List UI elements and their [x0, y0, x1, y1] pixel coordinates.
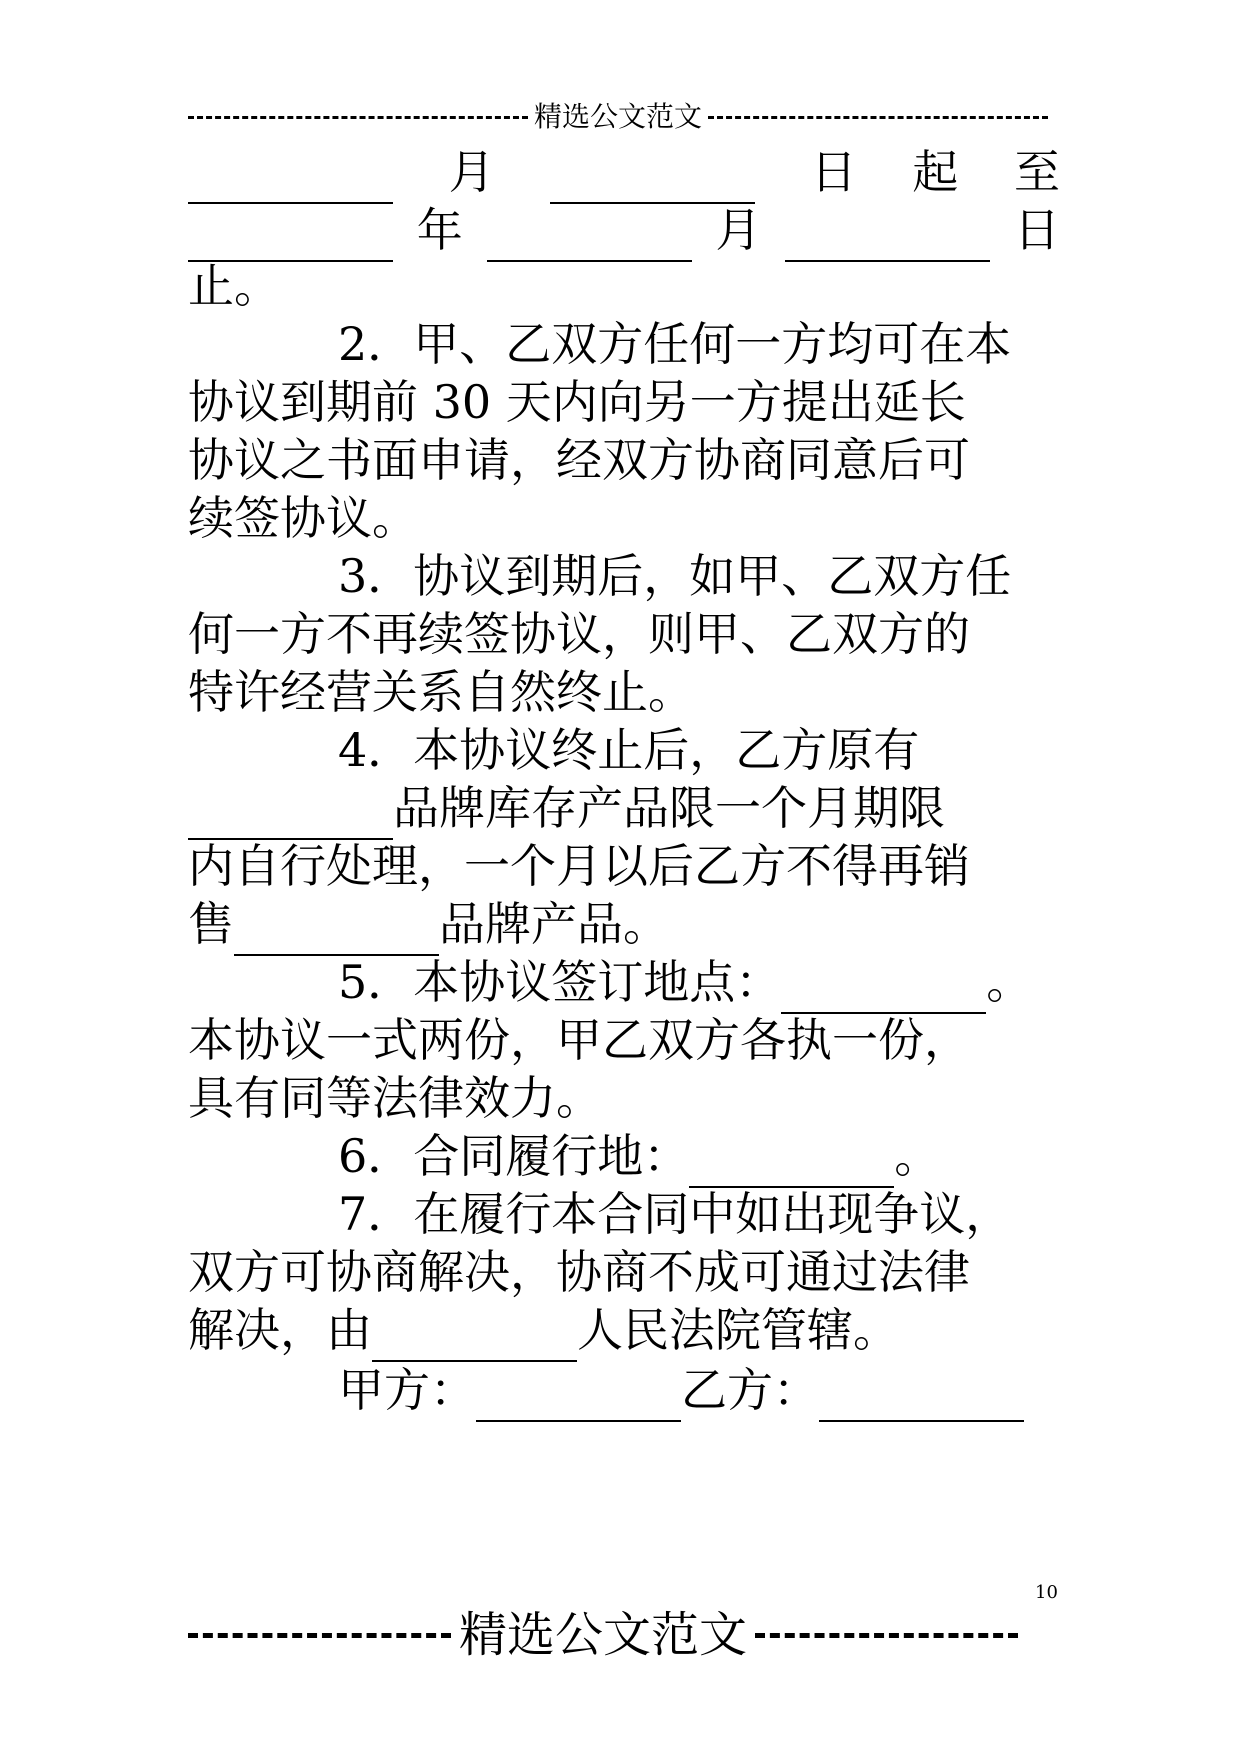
clause-2-line: 协议之书面申请，经双方协商同意后可	[188, 433, 970, 487]
clause-6-text: 6．合同履行地：	[338, 1129, 690, 1183]
clause-3-line: 3．协议到期后，如甲、乙双方任	[338, 549, 1012, 603]
blank-field	[781, 958, 986, 1014]
header-title: 精选公文范文	[534, 100, 703, 133]
text-to: 至	[1013, 145, 1060, 199]
footer-dash-right	[755, 1633, 1018, 1638]
text-day: 日	[810, 145, 857, 199]
header-dash-left	[188, 116, 528, 119]
footer-title: 精选公文范文	[459, 1606, 748, 1663]
text-month: 月	[715, 203, 762, 257]
header-dash-right	[708, 116, 1048, 119]
clause-4-line	[188, 892, 1060, 956]
text-year: 年	[416, 203, 463, 257]
clause-5-line: 本协议一式两份，甲乙双方各执一份，	[188, 1013, 970, 1067]
clause-7-line: 7．在履行本合同中如出现争议，	[338, 1187, 1012, 1241]
blank-field	[234, 900, 439, 956]
text-month: 月	[448, 145, 495, 199]
clause-7-text: 解决，由	[188, 1303, 372, 1357]
date-line-1	[188, 140, 1060, 204]
party-b-label: 乙方：	[681, 1363, 819, 1417]
clause-4-line: 内自行处理，一个月以后乙方不得再销	[188, 839, 970, 893]
clause-6-text: 。	[894, 1129, 941, 1183]
clause-5-line	[188, 950, 1060, 1014]
clause-4-line	[188, 776, 1060, 840]
page-number: 10	[1035, 1582, 1058, 1603]
clause-4-line: 4．本协议终止后，乙方原有	[338, 723, 920, 777]
blank-field	[188, 784, 393, 840]
clause-5-line: 具有同等法律效力。	[188, 1071, 602, 1125]
clause-2-line: 2．甲、乙双方任何一方均可在本	[338, 317, 1012, 371]
text-from: 起	[912, 145, 959, 199]
clause-2-line: 续签协议。	[188, 491, 418, 545]
blank-field	[372, 1306, 577, 1362]
text-day: 日	[1013, 203, 1060, 257]
clause-4-text: 售	[188, 897, 234, 951]
page-header	[188, 95, 1048, 135]
clause-4-text: 品牌产品。	[439, 897, 669, 951]
text-line: 止。	[188, 259, 280, 313]
signature-line	[188, 1358, 1060, 1422]
blank-field	[550, 148, 755, 204]
clause-7-line: 双方可协商解决，协商不成可通过法律	[188, 1245, 970, 1299]
clause-3-line: 特许经营关系自然终止。	[188, 665, 694, 719]
blank-field	[188, 148, 393, 204]
party-b-blank	[819, 1366, 1024, 1422]
blank-field	[689, 1132, 894, 1188]
clause-5-text: 5．本协议签订地点：	[338, 955, 782, 1009]
clause-6-line	[188, 1124, 1060, 1188]
clause-2-line: 协议到期前 30 天内向另一方提出延长	[188, 375, 966, 429]
clause-3-line: 何一方不再续签协议，则甲、乙双方的	[188, 607, 970, 661]
clause-5-text: 。	[986, 955, 1033, 1009]
clause-7-text: 人民法院管辖。	[577, 1303, 899, 1357]
footer-dash-left	[188, 1633, 451, 1638]
clause-7-line	[188, 1298, 1060, 1362]
page-footer	[188, 1595, 1018, 1665]
party-a-blank	[476, 1366, 681, 1422]
clause-4-text: 品牌库存产品限一个月期限	[393, 781, 945, 835]
date-line-2	[188, 198, 1060, 262]
party-a-label: 甲方：	[338, 1363, 476, 1417]
